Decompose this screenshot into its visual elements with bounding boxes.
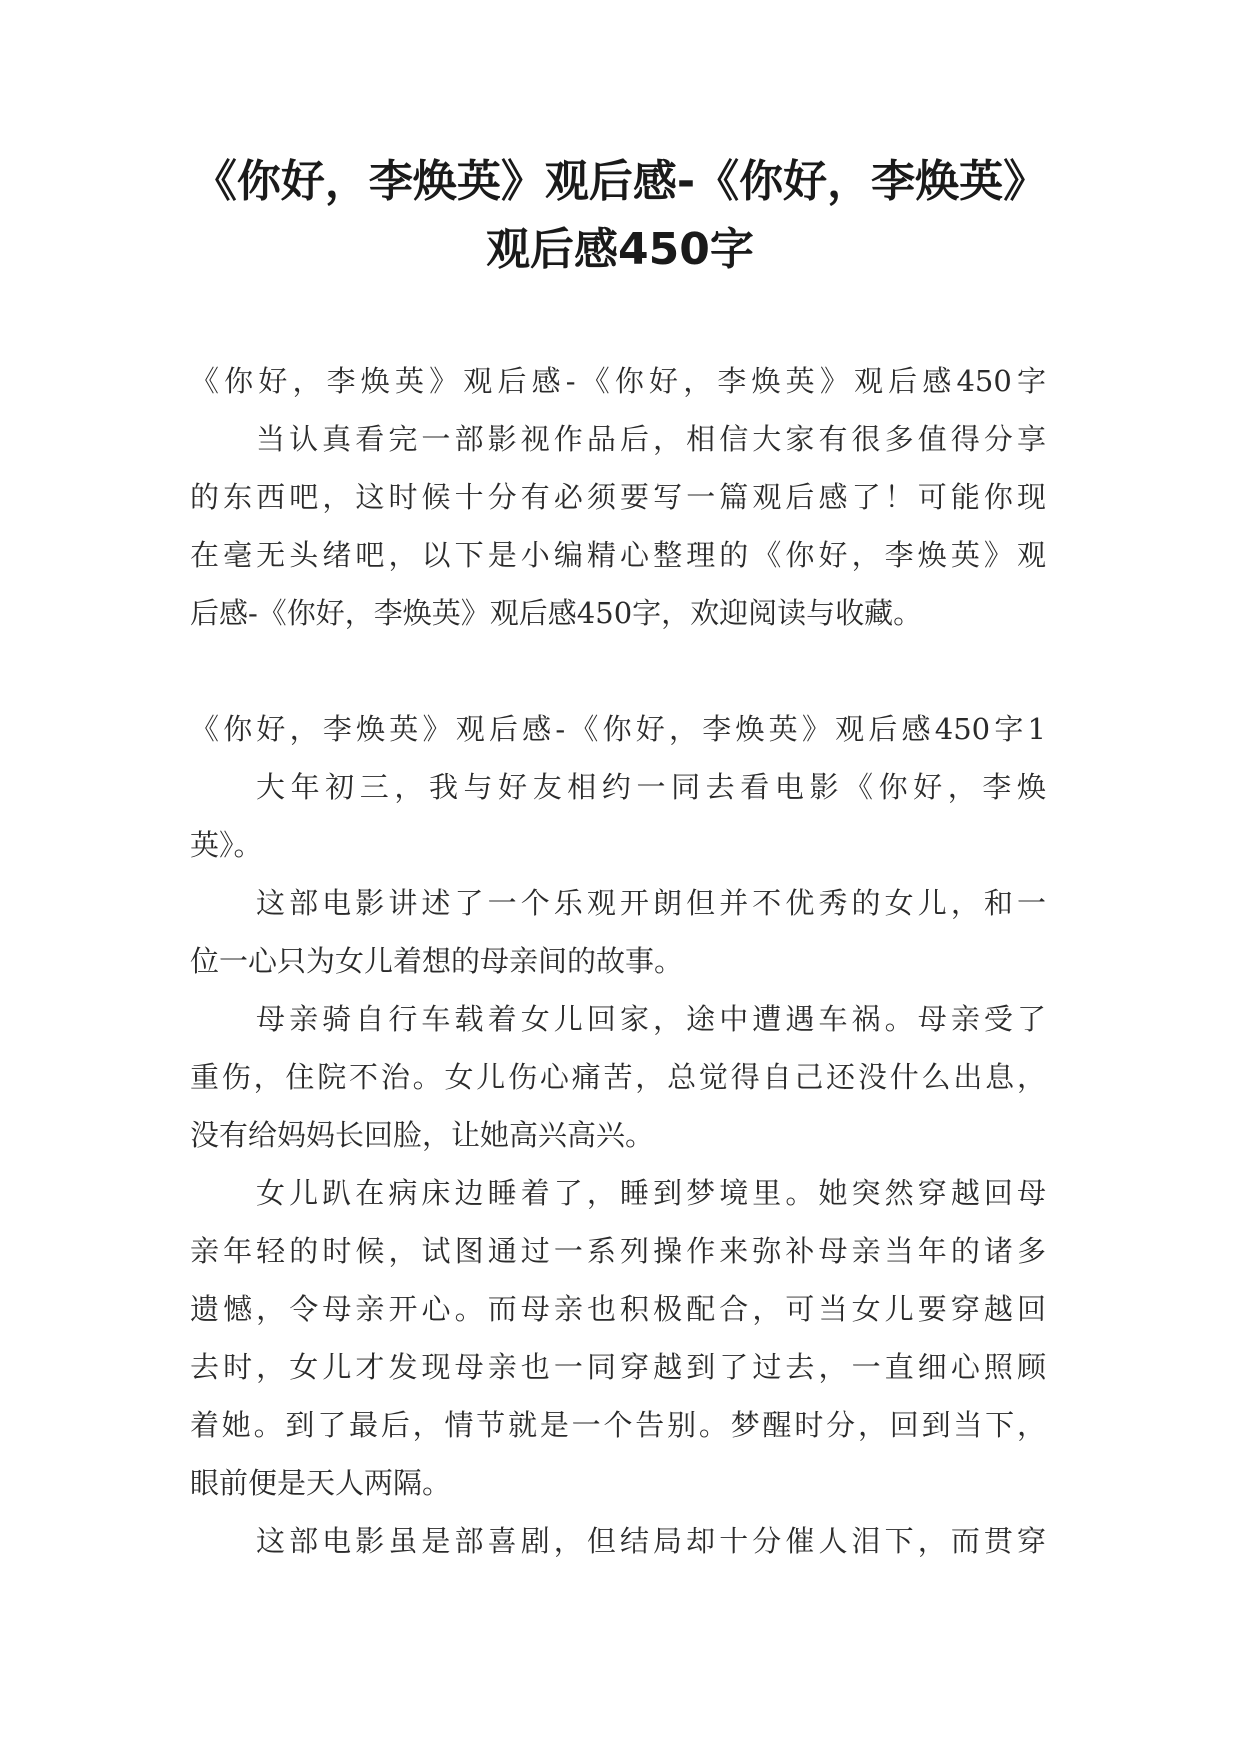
paragraph-line: 位一心只为女儿着想的母亲间的故事。 [190,944,684,978]
paragraph-line: 这部电影虽是部喜剧，但结局却十分催人泪下，而贯穿 [256,1524,1046,1558]
paragraph [190,1512,1046,1570]
intro-paragraph [190,410,1046,642]
paragraph-line: 眼前便是天人两隔。 [190,1466,452,1500]
paragraph [190,1164,1046,1512]
paragraph-line: 英》。 [190,828,263,862]
section-spacer [190,642,1046,700]
title-line-1: 《你好，李焕英》观后感-《你好，李焕英》 [192,156,1048,207]
paragraph-line: 在毫无头绪吧，以下是小编精心整理的《你好，李焕英》观 [190,538,1046,572]
section-heading: 《你好，李焕英》观后感-《你好，李焕英》观后感450字1 [190,712,1046,746]
paragraph-line: 女儿趴在病床边睡着了，睡到梦境里。她突然穿越回母 [256,1176,1046,1210]
paragraph-line: 母亲骑自行车载着女儿回家，途中遭遇车祸。母亲受了 [256,1002,1046,1036]
paragraph-line: 亲年轻的时候，试图通过一系列操作来弥补母亲当年的诸多 [190,1234,1046,1268]
paragraph-line: 着她。到了最后，情节就是一个告别。梦醒时分，回到当下， [190,1408,1046,1442]
paragraph-line: 遗憾，令母亲开心。而母亲也积极配合，可当女儿要穿越回 [190,1292,1046,1326]
paragraph-line: 大年初三，我与好友相约一同去看电影《你好，李焕 [256,770,1046,804]
paragraph-line: 的东西吧，这时候十分有必须要写一篇观后感了！可能你现 [190,480,1046,514]
paragraph [190,758,1046,874]
paragraph-line: 重伤，住院不治。女儿伤心痛苦，总觉得自己还没什么出息， [190,1060,1046,1094]
document-title [150,148,1090,284]
paragraph-line: 后感-《你好，李焕英》观后感450字，欢迎阅读与收藏。 [190,596,923,630]
paragraph-line: 去时，女儿才发现母亲也一同穿越到了过去，一直细心照顾 [190,1350,1046,1384]
paragraph-line: 当认真看完一部影视作品后，相信大家有很多值得分享 [256,422,1046,456]
paragraph-line: 没有给妈妈长回脸，让她高兴高兴。 [190,1118,655,1152]
intro-heading: 《你好，李焕英》观后感-《你好，李焕英》观后感450字 [190,364,1046,398]
paragraph [190,990,1046,1164]
title-line-2: 观后感450字 [486,224,754,275]
document-body [190,352,1046,1570]
paragraph-line: 这部电影讲述了一个乐观开朗但并不优秀的女儿，和一 [256,886,1046,920]
paragraph [190,874,1046,990]
